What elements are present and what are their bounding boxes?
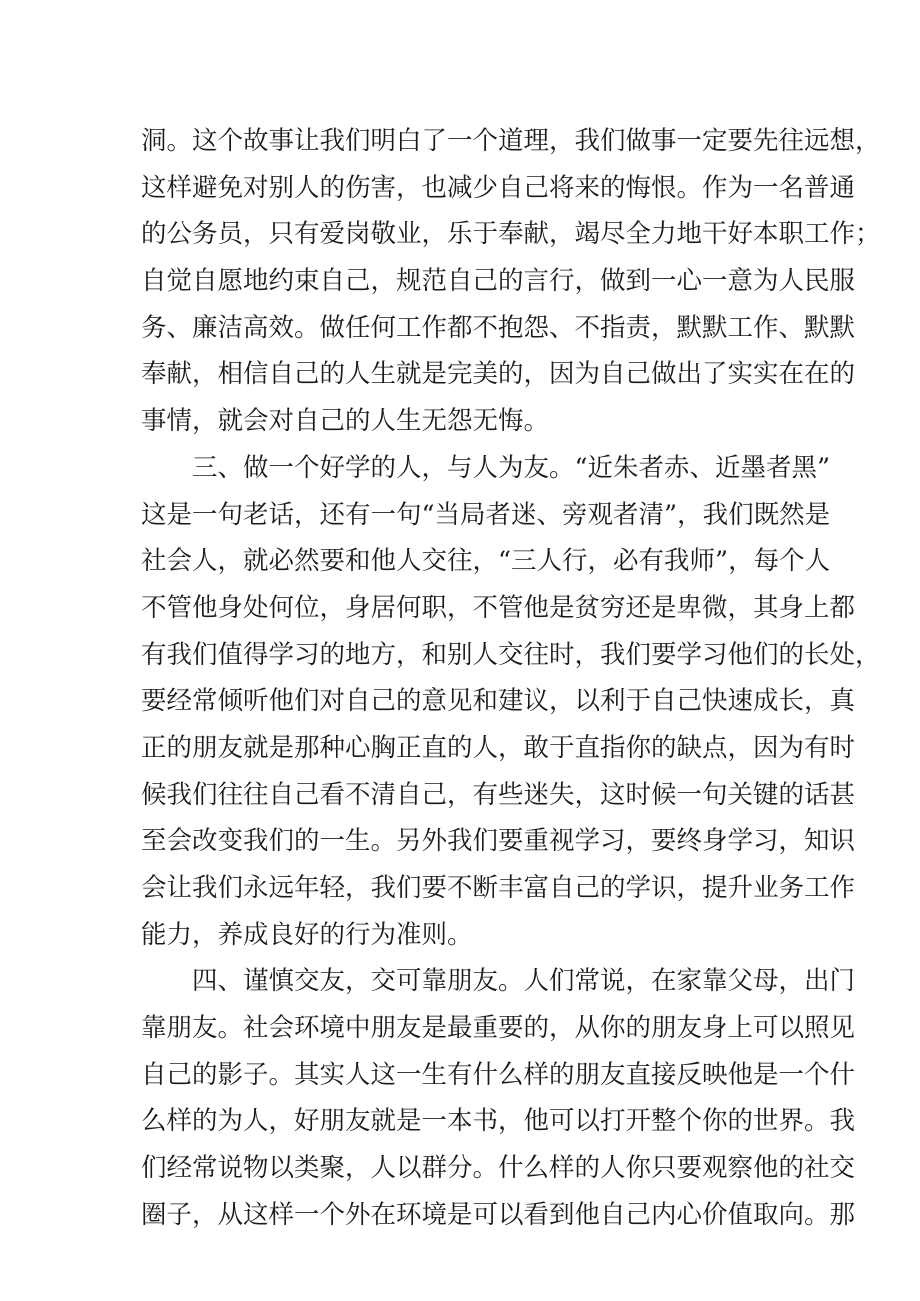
text-line: 么样的为人，好朋友就是一本书，他可以打开整个你的世界。我 bbox=[141, 1106, 856, 1137]
text-line: 社会人，就必然要和他人交往，“三人行，必有我师”，每个人 bbox=[141, 546, 831, 577]
text-line: 这样避免对别人的伤害，也减少自己将来的悔恨。作为一名普通 bbox=[141, 172, 856, 203]
text-line: 靠朋友。社会环境中朋友是最重要的，从你的朋友身上可以照见 bbox=[141, 1013, 856, 1044]
text-line: 事情，就会对自己的人生无怨无悔。 bbox=[141, 406, 550, 437]
text-line: 要经常倾听他们对自己的意见和建议，以利于自己快速成长，真 bbox=[141, 686, 856, 717]
text-line: 洞。这个故事让我们明白了一个道理，我们做事一定要先往远想， bbox=[141, 126, 881, 156]
text-line: 们经常说物以类聚，人以群分。什么样的人你只要观察他的社交 bbox=[141, 1153, 856, 1184]
paragraph-3 bbox=[141, 958, 856, 1238]
text-line: 正的朋友就是那种心胸正直的人，敢于直指你的缺点，因为有时 bbox=[141, 732, 856, 763]
text-line: 候我们往往自己看不清自己，有些迷失，这时候一句关键的话甚 bbox=[141, 779, 856, 810]
document-body bbox=[141, 118, 881, 1239]
text-line: 的公务员，只有爱岗敬业，乐于奉献，竭尽全力地干好本职工作； bbox=[141, 219, 881, 250]
text-line: 三、做一个好学的人，与人为友。“近朱者赤、近墨者黑” bbox=[192, 452, 831, 483]
text-line: 自觉自愿地约束自己，规范自己的言行，做到一心一意为人民服 bbox=[141, 266, 856, 297]
text-line: 会让我们永远年轻，我们要不断丰富自己的学识，提升业务工作 bbox=[141, 873, 856, 903]
text-line: 至会改变我们的一生。另外我们要重视学习，要终身学习，知识 bbox=[141, 826, 856, 857]
paragraph-2 bbox=[141, 445, 881, 959]
text-line: 能力，养成良好的行为准则。 bbox=[141, 919, 473, 950]
text-line: 奉献，相信自己的人生就是完美的，因为自己做出了实实在在的 bbox=[141, 359, 856, 390]
text-line: 自己的影子。其实人这一生有什么样的朋友直接反映他是一个什 bbox=[141, 1059, 856, 1090]
paragraph-1 bbox=[141, 118, 881, 445]
text-line: 四、谨慎交友，交可靠朋友。人们常说，在家靠父母，出门 bbox=[192, 966, 856, 997]
text-line: 有我们值得学习的地方，和别人交往时，我们要学习他们的长处， bbox=[141, 639, 881, 670]
text-line: 务、廉洁高效。做任何工作都不抱怨、不指责，默默工作、默默 bbox=[141, 312, 856, 343]
text-line: 圈子，从这样一个外在环境是可以看到他自己内心价值取向。那 bbox=[141, 1199, 856, 1230]
text-line: 这是一句老话，还有一句“当局者迷、旁观者清”，我们既然是 bbox=[141, 499, 831, 530]
text-line: 不管他身处何位，身居何职，不管他是贫穷还是卑微，其身上都 bbox=[141, 592, 856, 623]
